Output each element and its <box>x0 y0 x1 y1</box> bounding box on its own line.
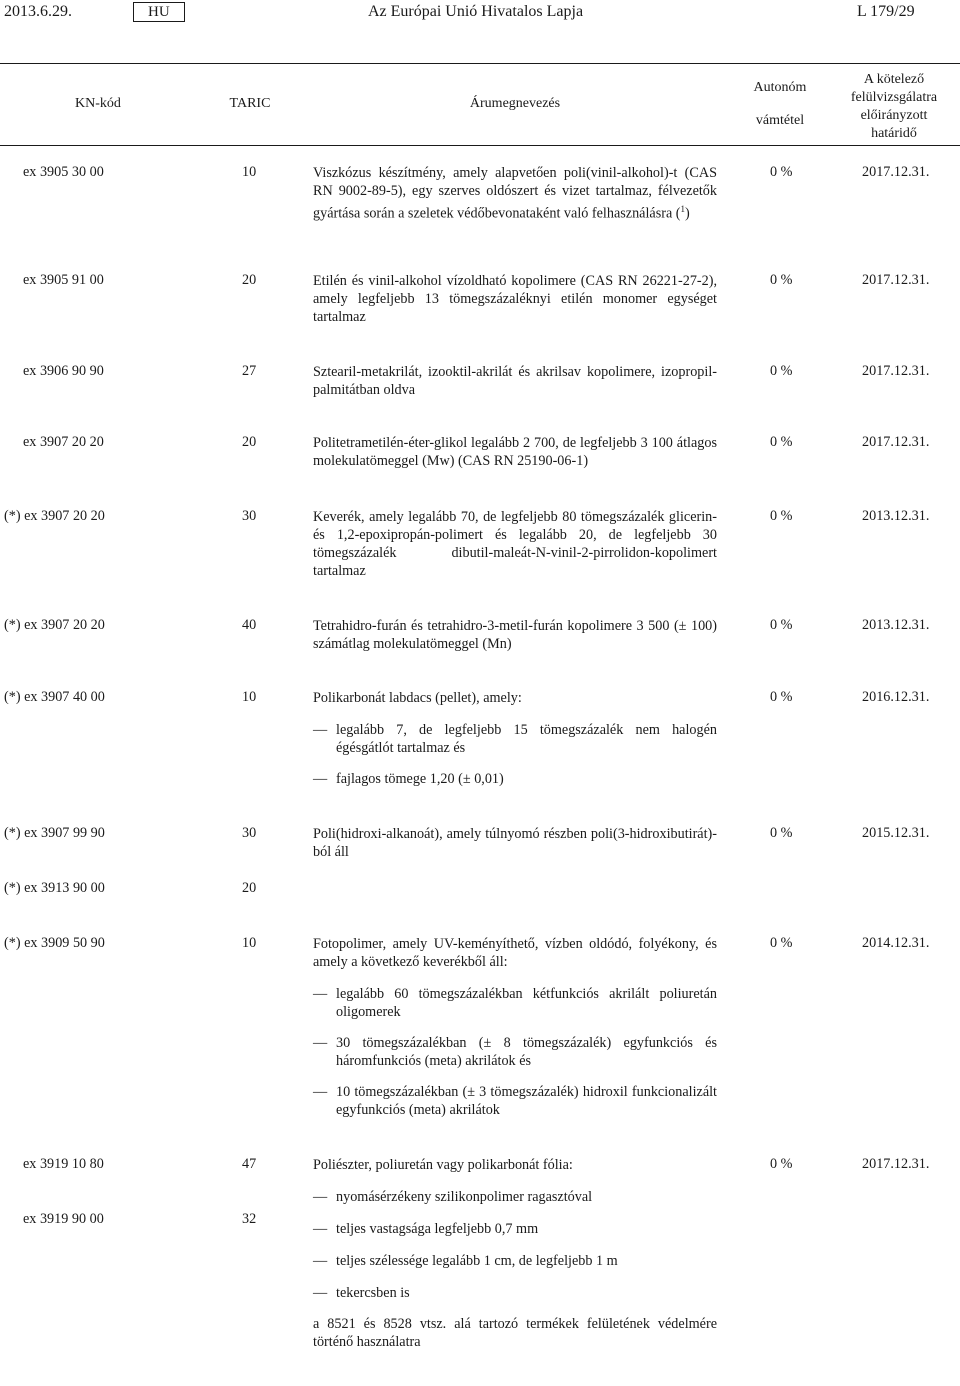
taric-code: 30 <box>242 508 257 524</box>
table-top-rule <box>0 63 960 64</box>
kn-code: ex 3905 30 00 <box>23 164 104 180</box>
duty-rate: 0 % <box>770 164 793 180</box>
column-header-review-date <box>844 71 944 143</box>
duty-rate: 0 % <box>770 508 793 524</box>
kn-code: (*) ex 3913 90 00 <box>4 880 105 896</box>
list-item <box>313 770 717 788</box>
list-item <box>313 1220 717 1238</box>
list-item <box>313 1252 717 1270</box>
date-header-line-3: előirányzott <box>860 108 928 123</box>
duty-rate: 0 % <box>770 272 793 288</box>
review-date: 2017.12.31. <box>862 272 930 288</box>
description: Fotopolimer, amely UV-keményíthető, vízben oldódó, folyékony, és amely a következő keverékből áll: <box>313 936 717 970</box>
description: Tetrahidro-furán és tetrahidro-3-metil-furán kopolimere 3 500 (± 100) számátlag molekulatömeggel (Mn) <box>313 618 717 652</box>
description <box>313 164 717 223</box>
date-header-line-2: felülvizsgálatra <box>850 90 938 105</box>
list-item <box>313 1188 717 1206</box>
review-date: 2016.12.31. <box>862 689 930 705</box>
em-dash: — <box>313 986 328 1002</box>
description: Politetrametilén-éter-glikol legalább 2 700, de legfeljebb 3 100 átlagos molekulatömeggel (Mw) (CAS RN 25190-06-1) <box>313 435 717 469</box>
rate-header-line-2: vámtétel <box>755 113 805 128</box>
kn-code: ex 3906 90 90 <box>23 363 104 379</box>
column-header-rate <box>740 79 820 130</box>
review-date: 2017.12.31. <box>862 363 930 379</box>
kn-code-secondary: ex 3919 90 00 <box>23 1211 104 1227</box>
duty-rate: 0 % <box>770 1156 793 1172</box>
date-header-line-4: határidő <box>871 126 917 141</box>
description-text: Viszkózus készítmény, amely alapvetően poli(vinil-alkohol)-t (CAS RN 9002-89-5), egy szerves oldószert és vizet tartalmaz, félvezetők gyártása során a szeletek védőbevonataként való felhasználásra ( <box>313 165 717 222</box>
description: Poli(hidroxi-alkanoát), amely túlnyomó részben poli(3-hidroxibutirát)-ból áll <box>313 826 717 860</box>
taric-code: 20 <box>242 880 257 896</box>
description-end: ) <box>685 205 690 222</box>
kn-code: ex 3907 20 20 <box>23 434 104 450</box>
taric-code: 10 <box>242 164 257 180</box>
review-date: 2017.12.31. <box>862 1156 930 1172</box>
taric-code: 27 <box>242 363 257 379</box>
page-reference: L 179/29 <box>857 3 915 20</box>
description: Polikarbonát labdacs (pellet), amely: <box>313 690 522 706</box>
kn-code: (*) ex 3909 50 90 <box>4 935 105 951</box>
em-dash: — <box>313 1189 328 1205</box>
review-date: 2017.12.31. <box>862 164 930 180</box>
review-date: 2015.12.31. <box>862 825 930 841</box>
column-header-description: Árumegnevezés <box>469 96 561 111</box>
rate-header-line-1: Autonóm <box>753 80 807 95</box>
list-item <box>313 1034 717 1070</box>
duty-rate: 0 % <box>770 617 793 633</box>
duty-rate: 0 % <box>770 363 793 379</box>
list-item <box>313 985 717 1021</box>
taric-code: 10 <box>242 935 257 951</box>
taric-code: 20 <box>242 434 257 450</box>
review-date: 2014.12.31. <box>862 935 930 951</box>
list-item-text: fajlagos tömege 1,20 (± 0,01) <box>336 771 504 787</box>
list-item <box>313 721 717 757</box>
list-item-text: legalább 60 tömegszázalékban kétfunkciós akrilált poliuretán oligomerek <box>336 986 717 1020</box>
em-dash: — <box>313 722 328 738</box>
duty-rate: 0 % <box>770 689 793 705</box>
description: Sztearil-metakrilát, izooktil-akrilát és akrilsav kopolimere, izopropil-palmitátban oldva <box>313 364 717 398</box>
list-item-text: 10 tömegszázalékban (± 3 tömegszázalék) hidroxil funkcionalizált egyfunkciós (meta) akrilátok <box>336 1084 717 1118</box>
kn-code: (*) ex 3907 20 20 <box>4 617 105 633</box>
publication-date: 2013.6.29. <box>4 3 72 20</box>
language-code-box: HU <box>133 2 185 22</box>
em-dash: — <box>313 1221 328 1237</box>
list-item-text: nyomásérzékeny szilikonpolimer ragasztóval <box>336 1189 593 1205</box>
date-header-line-1: A kötelező <box>863 72 925 87</box>
review-date: 2017.12.31. <box>862 434 930 450</box>
column-header-kn: KN-kód <box>75 96 121 111</box>
list-item-text: teljes szélessége legalább 1 cm, de legfeljebb 1 m <box>336 1253 618 1269</box>
list-item <box>313 1083 717 1119</box>
kn-code: (*) ex 3907 99 90 <box>4 825 105 841</box>
em-dash: — <box>313 1253 328 1269</box>
duty-rate: 0 % <box>770 825 793 841</box>
description: Poliészter, poliuretán vagy polikarbonát fólia: <box>313 1157 573 1173</box>
duty-rate: 0 % <box>770 935 793 951</box>
review-date: 2013.12.31. <box>862 617 930 633</box>
taric-code-secondary: 32 <box>242 1211 257 1227</box>
list-item-text: teljes vastagsága legfeljebb 0,7 mm <box>336 1221 539 1237</box>
em-dash: — <box>313 1084 328 1100</box>
duty-rate: 0 % <box>770 434 793 450</box>
list-item-text: tekercsben is <box>336 1285 410 1301</box>
list-item-text: legalább 7, de legfeljebb 15 tömegszázalék nem halogén égésgátlót tartalmaz és <box>336 722 717 756</box>
taric-code: 47 <box>242 1156 257 1172</box>
kn-code: ex 3919 10 80 <box>23 1156 104 1172</box>
kn-code: (*) ex 3907 40 00 <box>4 689 105 705</box>
taric-code: 40 <box>242 617 257 633</box>
description: Keverék, amely legalább 70, de legfeljebb 80 tömegszázalék glicerin- és 1,2-epoxipropán-polimert és legalább 20, de legfeljebb 30 tömegszázalék dibutil-maleát-N-vinil-2-pirrolidon-kopolimert tartalmaz <box>313 509 717 579</box>
review-date: 2013.12.31. <box>862 508 930 524</box>
em-dash: — <box>313 1035 328 1051</box>
table-header-rule <box>0 145 960 146</box>
taric-code: 10 <box>242 689 257 705</box>
em-dash: — <box>313 771 328 787</box>
kn-code: ex 3905 91 00 <box>23 272 104 288</box>
list-item-text: 30 tömegszázalékban (± 8 tömegszázalék) egyfunkciós és háromfunkciós (meta) akrilátok és <box>336 1035 717 1069</box>
journal-title: Az Európai Unió Hivatalos Lapja <box>368 3 584 20</box>
taric-code: 30 <box>242 825 257 841</box>
column-header-taric: TARIC <box>229 96 271 111</box>
description-usage-note: a 8521 és 8528 vtsz. alá tartozó termékek felületének védelmére történő használatra <box>313 1316 717 1350</box>
footnote-ref[interactable]: 1 <box>680 204 686 214</box>
em-dash: — <box>313 1285 328 1301</box>
list-item <box>313 1284 717 1302</box>
taric-code: 20 <box>242 272 257 288</box>
kn-code: (*) ex 3907 20 20 <box>4 508 105 524</box>
description: Etilén és vinil-alkohol vízoldható kopolimere (CAS RN 26221-27-2), amely legfeljebb 13 tömegszázaléknyi etilén monomer egységet tartalmaz <box>313 273 717 325</box>
